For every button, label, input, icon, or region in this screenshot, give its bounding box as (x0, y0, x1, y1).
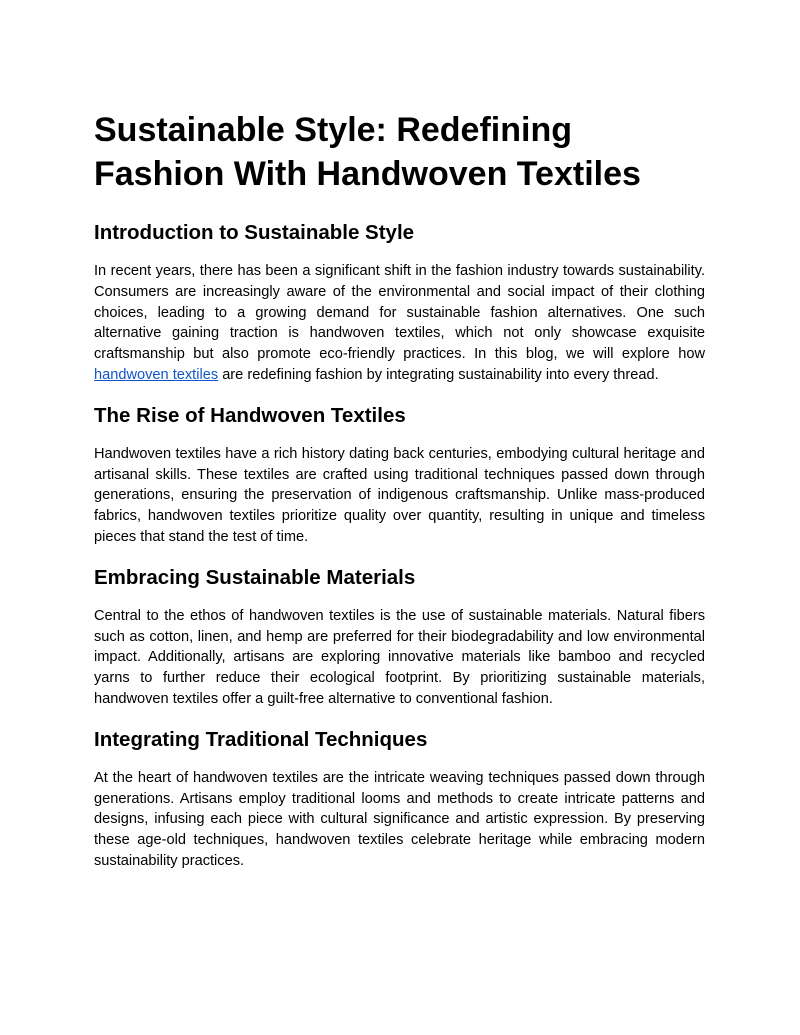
section-heading-materials: Embracing Sustainable Materials (94, 565, 416, 589)
paragraph-materials: Central to the ethos of handwoven textiles is the use of sustainable materials. Natural fibers such as cotton, linen, and hemp are preferred for their biodegradability and low environmental impact. Additionally, artisans are exploring innovative materials like bamboo and recycled yarns to further reduce their ecological footprint. By prioritizing sustainable materials, handwoven textiles offer a guilt-free alternative to conventional fashion. (94, 607, 705, 707)
handwoven-textiles-link[interactable]: handwoven textiles (94, 366, 219, 383)
section-heading-rise: The Rise of Handwoven Textiles (94, 403, 406, 427)
section-heading-techniques: Integrating Traditional Techniques (94, 727, 428, 751)
paragraph-rise: Handwoven textiles have a rich history dating back centuries, embodying cultural heritage and artisanal skills. These textiles are crafted using traditional techniques passed down through generations, ensuring the preservation of indigenous craftsmanship. Unlike mass-produced fabrics, handwoven textiles prioritize quality over quantity, resulting in unique and timeless pieces that stand the test of time. (94, 445, 705, 545)
paragraph-introduction (94, 261, 705, 386)
section-introduction (94, 219, 705, 386)
paragraph-introduction-text-before-link: In recent years, there has been a significant shift in the fashion industry towards sustainability. Consumers are increasingly aware of the environmental and social impact of their clothing choices, leading to a growing demand for sustainable fashion alternatives. One such alternative gaining traction is handwoven textiles, which not only showcase exquisite craftsmanship but also promote eco-friendly practices. In this blog, we will explore how (94, 263, 705, 363)
section-rise-of-handwoven-textiles (94, 402, 705, 548)
paragraph-techniques: At the heart of handwoven textiles are the intricate weaving techniques passed down through generations. Artisans employ traditional looms and methods to create intricate patterns and designs, infusing each piece with cultural significance and artistic expression. By preserving these age-old techniques, handwoven textiles celebrate heritage while embracing modern sustainability practices. (94, 769, 705, 869)
section-traditional-techniques (94, 726, 705, 872)
page-title-line-1: Sustainable Style: Redefining (94, 111, 572, 149)
page-title (94, 108, 705, 196)
section-sustainable-materials (94, 564, 705, 710)
page-title-line-2: Fashion With Handwoven Textiles (94, 155, 641, 193)
paragraph-introduction-text-after-link: are redefining fashion by integrating sustainability into every thread. (218, 366, 659, 383)
document-page (94, 108, 705, 888)
section-heading-introduction: Introduction to Sustainable Style (94, 221, 415, 244)
